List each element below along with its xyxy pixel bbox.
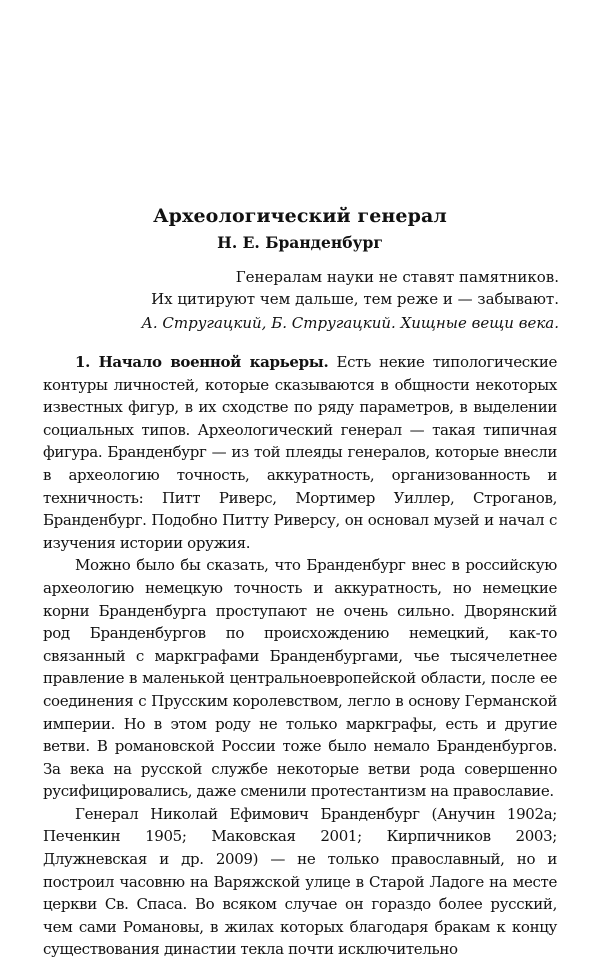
paragraph-2: Можно было бы сказать, что Бранденбург внес в российскую археологию немецкую точность и аккуратность, но немецкие корни Бранденбурга проступают не очень сильно. Дворянский род Бранденбургов по происхождению немецкий, как-то связанный с маркграфами Бранденбургами, чье тысячелетнее правление в маленькой центральноевропейской области, после ее соединения с Прусским королевством, легло в основу Германской империи. Но в этом роду не только маркграфы, есть и другие ветви. В романовской России тоже было немало Бранденбургов. За века на русской службе некоторые ветви рода совершенно русифицировались, даже сменили протестантизм на православие. [43, 556, 557, 801]
section-heading: 1. Начало военной карьеры. [75, 353, 329, 371]
paragraph-1 [43, 351, 557, 554]
paragraph-3: Генерал Николай Ефимович Бранденбург (Анучин 1902а; Печенкин 1905; Маковская 2001; Кирпичников 2003; Длужневская и др. 2009) — не только православный, но и построил часовню на Варяжской улице в Старой Ладоге на месте церкви Св. Спаса. Во всяком случае он гораздо более русский, чем сами Романовы, в жилах которых благодаря бракам к концу существования династии текла почти исключительно [43, 804, 557, 959]
paragraph-1-text: Есть некие типологические контуры личностей, которые сказываются в общности некоторых известных фигур, в их сходстве по ряду параметров, в выделении социальных типов. Археологический генерал — такая типичная фигура. Бранденбург — из той плеяды генералов, которые внесли в археологию точность, аккуратность, организованность и техничность: Питт Риверс, Мортимер Уиллер, Строганов, Бранденбург. Подобно Питту Риверсу, он основал музей и начал с изучения истории оружия. [43, 353, 557, 552]
chapter-author: Н. Е. Бранденбург [217, 233, 383, 252]
body-text [43, 351, 557, 961]
epigraph-line-2: Их цитируют чем дальше, тем реже и — забывают. [151, 290, 559, 308]
epigraph [39, 266, 559, 334]
chapter-title: Археологический генерал [153, 205, 447, 227]
epigraph-line-1: Генералам науки не ставят памятников. [235, 268, 559, 286]
epigraph-source: А. Стругацкий, Б. Стругацкий. Хищные вещи века. [141, 314, 559, 332]
